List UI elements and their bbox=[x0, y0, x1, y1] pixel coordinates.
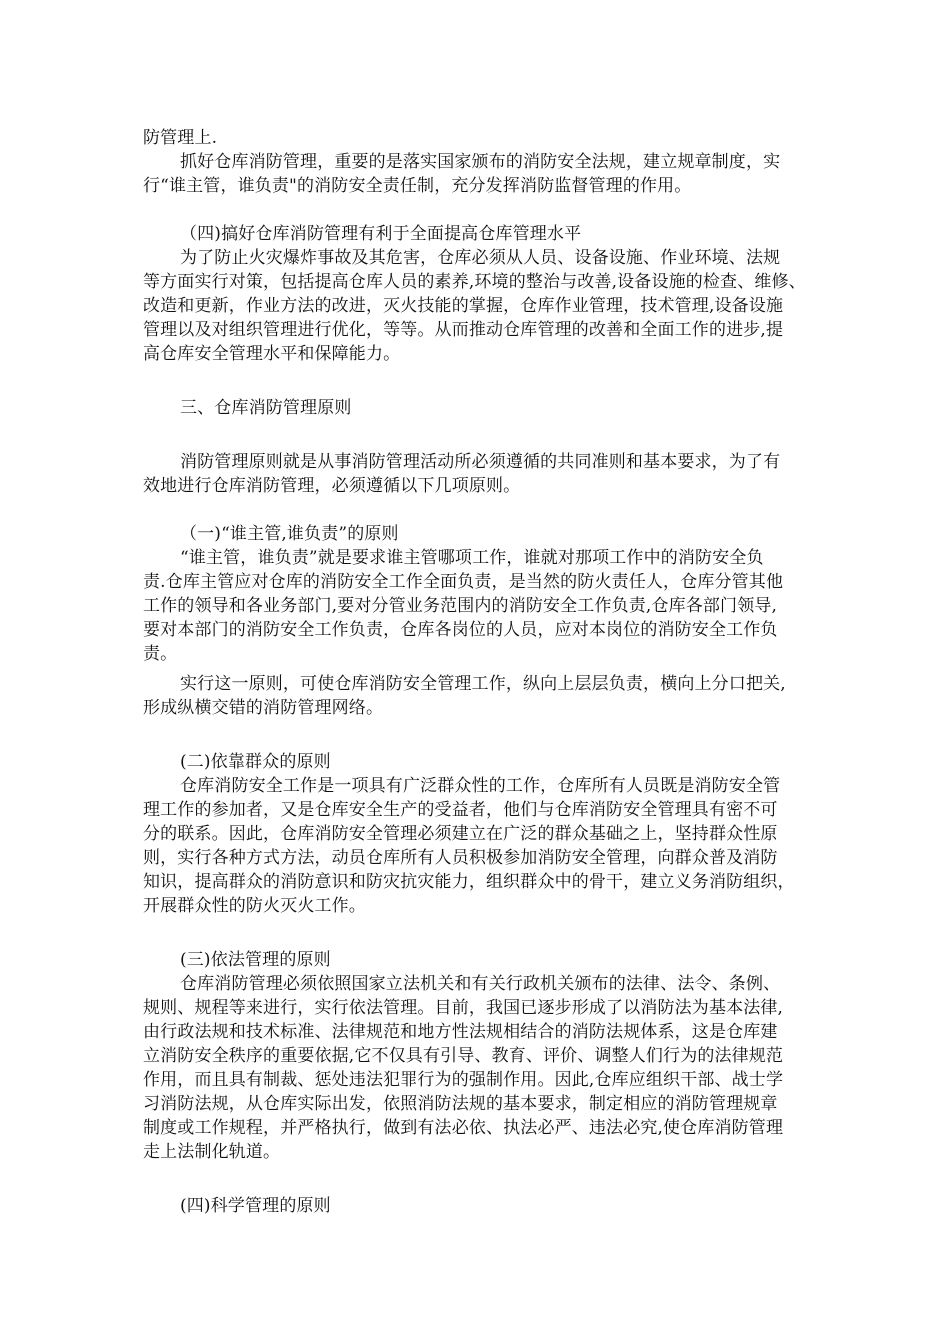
paragraph-first-line: 为了防止火灾爆炸事故及其危害，仓库必须从人员、设备设施、作业环境、法规 bbox=[180, 248, 781, 268]
paragraph-first-line: 仓库消防管理必须依照国家立法机关和有关行政机关颁布的法律、法令、条例、 bbox=[180, 974, 781, 994]
section-heading: (四)科学管理的原则 bbox=[180, 1196, 331, 1216]
text-line: 习消防法规，从仓库实际出发，依照消防法规的基本要求，制定相应的消防管理规章 bbox=[143, 1094, 778, 1114]
text-line: 走上法制化轨道。 bbox=[143, 1142, 281, 1162]
text-line: 作用，而且具有制裁、惩处违法犯罪行为的强制作用。因此,仓库应组织干部、战士学 bbox=[143, 1070, 784, 1090]
text-line: 工作的领导和各业务部门,要对分管业务范围内的消防安全工作负责,仓库各部门领导, bbox=[143, 596, 778, 616]
paragraph-first-line: “谁主管，谁负责”就是要求谁主管哪项工作，谁就对那项工作中的消防安全负 bbox=[180, 548, 764, 568]
paragraph-first-line: 实行这一原则，可使仓库消防安全管理工作，纵向上层层负责，横向上分口把关, bbox=[180, 674, 786, 694]
text-line: 理工作的参加者，又是仓库安全生产的受益者，他们与仓库消防安全管理具有密不可 bbox=[143, 800, 778, 820]
section-heading: （一)“谁主管,谁负责”的原则 bbox=[180, 524, 399, 544]
section-heading: (二)依靠群众的原则 bbox=[180, 752, 331, 772]
text-line: 规则、规程等来进行，实行依法管理。目前，我国已逐步形成了以消防法为基本法律, bbox=[143, 998, 784, 1018]
text-line: 效地进行仓库消防管理，必须遵循以下几项原则。 bbox=[143, 476, 521, 496]
text-line: 责.仓库主管应对仓库的消防安全工作全面负责，是当然的防火责任人，仓库分管其他 bbox=[143, 572, 784, 592]
text-line: 等方面实行对策，包括提高仓库人员的素养,环境的整治与改善,设备设施的检查、维修、 bbox=[143, 272, 806, 292]
text-line: 知识，提高群众的消防意识和防灾抗灾能力，组织群众中的骨干，建立义务消防组织， bbox=[143, 872, 795, 892]
text-line: 则，实行各种方式方法，动员仓库所有人员积极参加消防安全管理，向群众普及消防 bbox=[143, 848, 778, 868]
text-line: 行“谁主管，谁负责"的消防安全责任制，充分发挥消防监督管理的作用。 bbox=[143, 176, 692, 196]
paragraph-first-line: 消防管理原则就是从事消防管理活动所必须遵循的共同准则和基本要求，为了有 bbox=[180, 452, 781, 472]
text-line: 高仓库安全管理水平和保障能力。 bbox=[143, 344, 401, 364]
text-line: 分的联系。因此，仓库消防安全管理必须建立在广泛的群众基础之上，坚持群众性原 bbox=[143, 824, 778, 844]
text-line: 形成纵横交错的消防管理网络。 bbox=[143, 698, 384, 718]
section-heading: (三)依法管理的原则 bbox=[180, 950, 331, 970]
text-line: 制度或工作规程，并严格执行，做到有法必依、执法必严、违法必究,使仓库消防管理 bbox=[143, 1118, 784, 1138]
text-line: 改造和更新，作业方法的改进，灭火技能的掌握，仓库作业管理，技术管理,设备设施 bbox=[143, 296, 784, 316]
paragraph-first-line: 仓库消防安全工作是一项具有广泛群众性的工作，仓库所有人员既是消防安全管 bbox=[180, 776, 781, 796]
text-line: 开展群众性的防火灭火工作。 bbox=[143, 896, 366, 916]
paragraph-first-line: 抓好仓库消防管理，重要的是落实国家颁布的消防安全法规，建立规章制度，实 bbox=[180, 152, 781, 172]
text-line: 立消防安全秩序的重要依据,它不仅具有引导、教育、评价、调整人们行为的法律规范 bbox=[143, 1046, 784, 1066]
chapter-heading: 三、仓库消防管理原则 bbox=[180, 398, 352, 418]
text-line: 责。 bbox=[143, 644, 178, 664]
text-line: 由行政法规和技术标准、法律规范和地方性法规相结合的消防法规体系，这是仓库建 bbox=[143, 1022, 778, 1042]
section-heading: （四)搞好仓库消防管理有利于全面提高仓库管理水平 bbox=[180, 224, 582, 244]
text-line: 管理以及对组织管理进行优化，等等。从而推动仓库管理的改善和全面工作的进步,提 bbox=[143, 320, 784, 340]
text-line: 防管理上. bbox=[143, 128, 218, 148]
text-line: 要对本部门的消防安全工作负责，仓库各岗位的人员，应对本岗位的消防安全工作负 bbox=[143, 620, 778, 640]
